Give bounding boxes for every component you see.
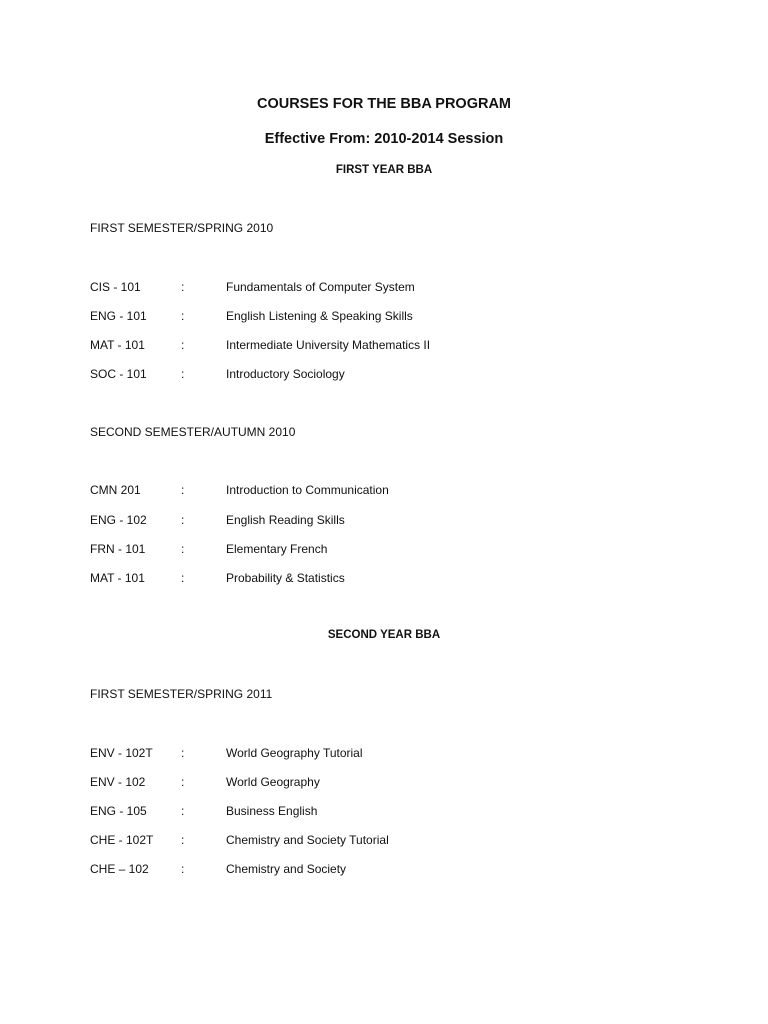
course-row <box>90 338 690 354</box>
course-name: World Geography Tutorial <box>226 746 363 760</box>
course-name: Business English <box>226 804 318 818</box>
course-row <box>90 309 690 325</box>
course-code: SOC - 101 <box>90 367 147 381</box>
course-name: World Geography <box>226 775 320 789</box>
course-row <box>90 483 690 499</box>
course-code: ENV - 102 <box>90 775 146 789</box>
course-name: Elementary French <box>226 542 328 556</box>
course-code: ENG - 102 <box>90 513 147 527</box>
course-name: English Listening & Speaking Skills <box>226 309 413 323</box>
course-name: Fundamentals of Computer System <box>226 280 415 294</box>
course-code: CHE – 102 <box>90 862 149 876</box>
course-separator: : <box>181 804 185 818</box>
course-row <box>90 513 690 529</box>
course-name: Introductory Sociology <box>226 367 345 381</box>
course-code: MAT - 101 <box>90 338 145 352</box>
course-separator: : <box>181 483 185 497</box>
year-heading: SECOND YEAR BBA <box>327 629 441 641</box>
course-separator: : <box>181 775 185 789</box>
semester-heading: FIRST SEMESTER/SPRING 2010 <box>90 221 274 235</box>
course-code: ENV - 102T <box>90 746 153 760</box>
course-row <box>90 804 690 820</box>
course-separator: : <box>181 309 185 323</box>
semester-heading: SECOND SEMESTER/AUTUMN 2010 <box>90 425 296 439</box>
course-separator: : <box>181 367 185 381</box>
course-name: Introduction to Communication <box>226 483 389 497</box>
course-separator: : <box>181 862 185 876</box>
course-name: Chemistry and Society Tutorial <box>226 833 389 847</box>
course-code: MAT - 101 <box>90 571 145 585</box>
course-separator: : <box>181 338 185 352</box>
course-row <box>90 542 690 558</box>
course-separator: : <box>181 542 185 556</box>
course-code: CIS - 101 <box>90 280 141 294</box>
course-row <box>90 571 690 587</box>
course-separator: : <box>181 746 185 760</box>
course-separator: : <box>181 833 185 847</box>
course-code: CMN 201 <box>90 483 141 497</box>
course-separator: : <box>181 513 185 527</box>
course-separator: : <box>181 571 185 585</box>
course-name: Intermediate University Mathematics II <box>226 338 431 352</box>
course-code: CHE - 102T <box>90 833 154 847</box>
document-title: COURSES FOR THE BBA PROGRAM <box>256 96 512 112</box>
course-name: Chemistry and Society <box>226 862 347 876</box>
course-name: Probability & Statistics <box>226 571 345 585</box>
course-row <box>90 833 690 849</box>
course-name: English Reading Skills <box>226 513 345 527</box>
course-code: FRN - 101 <box>90 542 146 556</box>
semester-heading: FIRST SEMESTER/SPRING 2011 <box>90 687 273 701</box>
course-code: ENG - 101 <box>90 309 147 323</box>
course-row <box>90 280 690 296</box>
course-row <box>90 367 690 383</box>
document-subtitle: Effective From: 2010-2014 Session <box>264 131 504 147</box>
course-separator: : <box>181 280 185 294</box>
course-code: ENG - 105 <box>90 804 147 818</box>
course-row <box>90 862 690 878</box>
year-heading: FIRST YEAR BBA <box>335 164 433 176</box>
course-row <box>90 775 690 791</box>
course-row <box>90 746 690 762</box>
